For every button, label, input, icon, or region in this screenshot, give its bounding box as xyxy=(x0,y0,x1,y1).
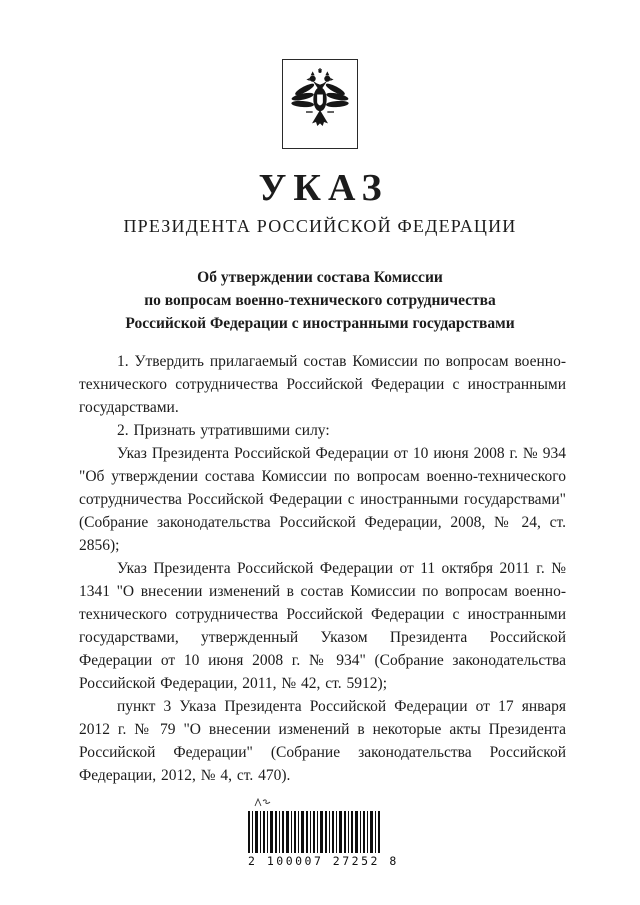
paragraph: 1. Утвердить прилагаемый состав Комиссии по вопросам военно-технического сотрудничества Российской Федерации с иностранными государствами. xyxy=(79,353,566,416)
decree-subject xyxy=(0,266,640,335)
subject-line: Российской Федерации с иностранными государствами xyxy=(125,315,515,332)
decree-issuer: ПРЕЗИДЕНТА РОССИЙСКОЙ ФЕДЕРАЦИИ xyxy=(123,216,517,236)
decree-title: УКАЗ xyxy=(258,167,389,209)
barcode-number: 2 100007 27252 8 xyxy=(248,854,399,868)
decree-body xyxy=(79,350,566,787)
paragraph: Указ Президента Российской Федерации от 11 октября 2011 г. № 1341 "О внесении изменений в состав Комиссии по вопросам военно-технического сотрудничества Российской Федерации с иностранными государствами, утвержденный Указом Президента Российской Федерации от 10 июня 2008 г. № 934" (Собрание законодательства Российской Федерации, 2011, № 42, ст. 5912); xyxy=(79,560,566,692)
barcode-bars-icon xyxy=(248,811,382,853)
coat-of-arms-icon xyxy=(290,67,350,141)
subject-line: Об утверждении состава Комиссии xyxy=(197,269,443,286)
paragraph: пункт 3 Указа Президента Российской Федерации от 17 января 2012 г. № 79 "О внесении изменений в некоторые акты Президента Российской Федерации" (Собрание законодательства Российской Федерации, 2012, № 4, ст. 470). xyxy=(79,698,566,784)
barcode xyxy=(248,811,399,868)
paragraph: 2. Признать утратившими силу: xyxy=(117,422,330,439)
coat-of-arms-frame xyxy=(282,59,358,149)
paragraph: Указ Президента Российской Федерации от 10 июня 2008 г. № 934 "Об утверждении состава Комиссии по вопросам военно-технического сотрудничества Российской Федерации с иностранными государствами" (Собрание законодательства Российской Федерации, 2008, № 24, ст. 2856); xyxy=(79,445,566,554)
subject-line: по вопросам военно-технического сотрудничества xyxy=(144,292,496,309)
